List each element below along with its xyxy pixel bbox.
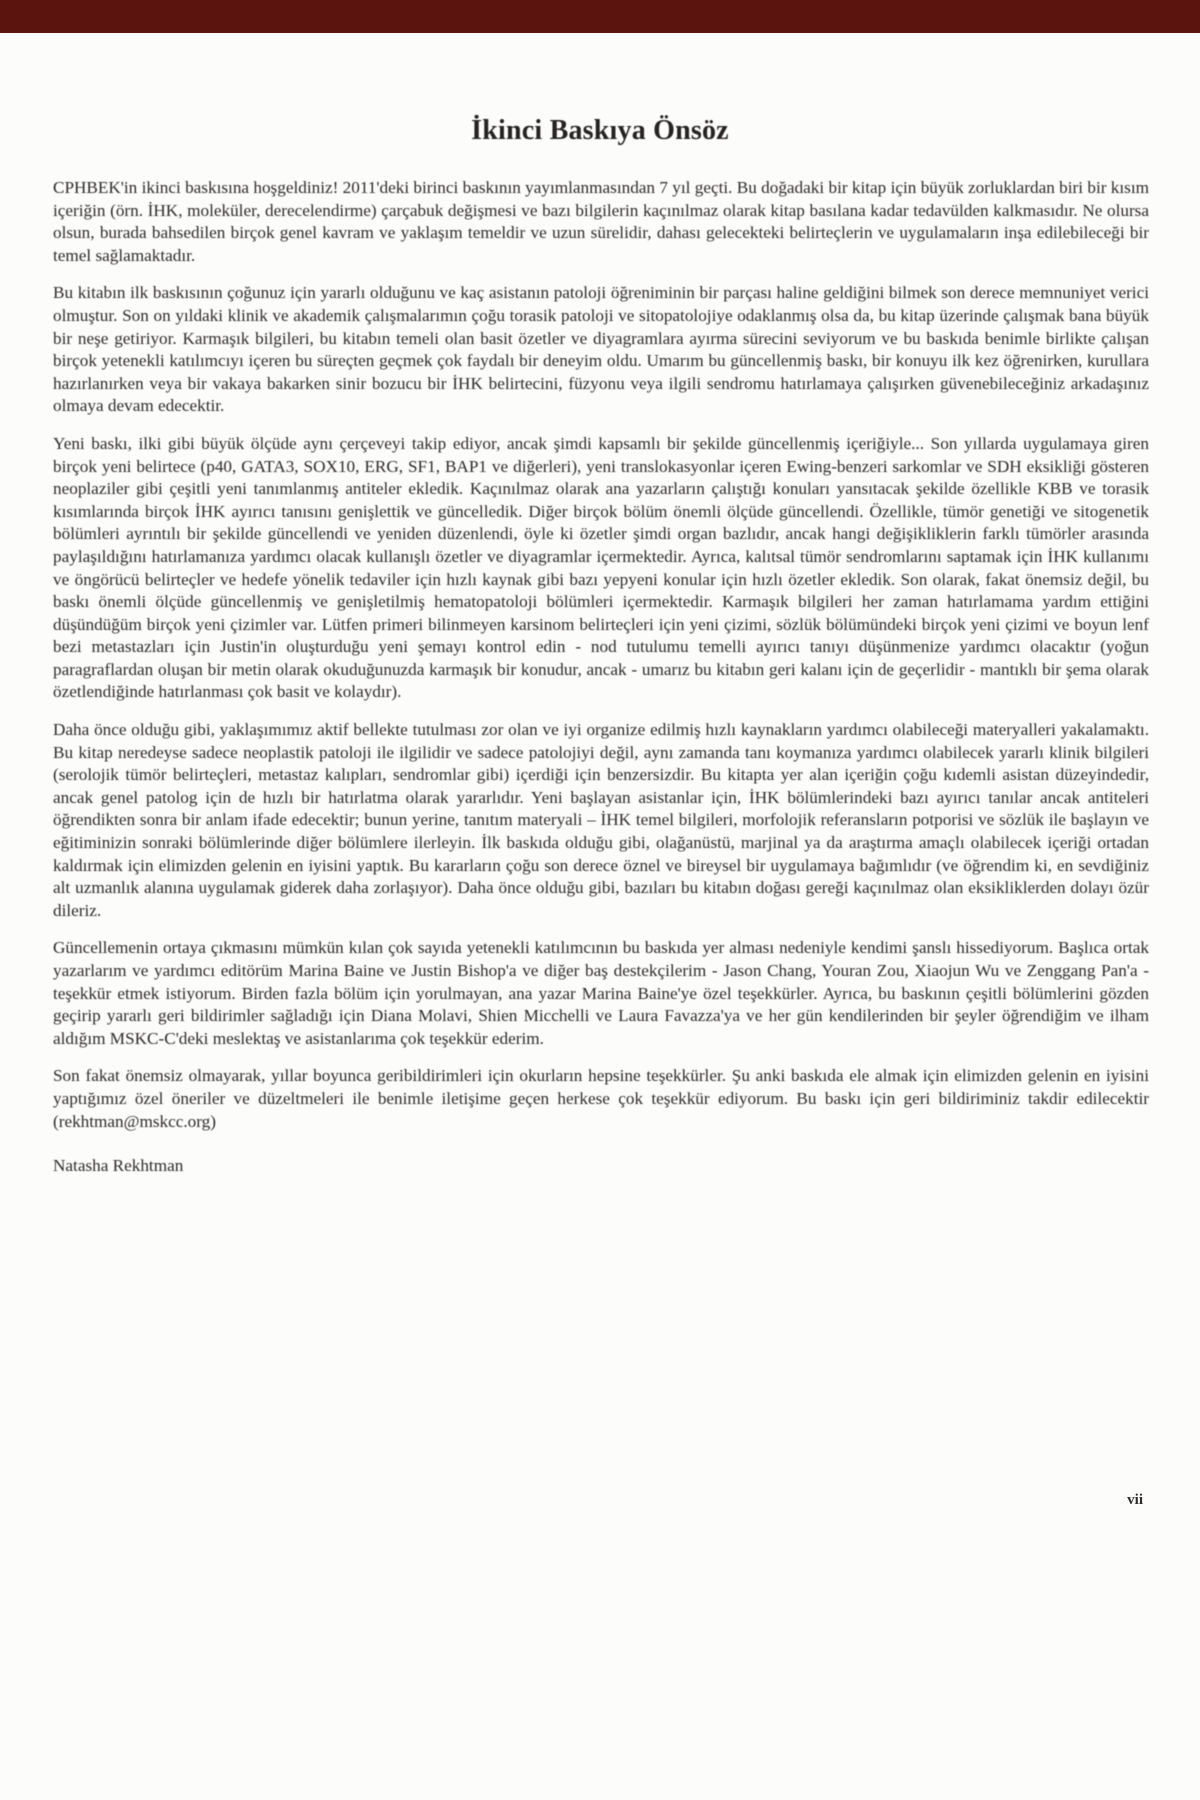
preface-paragraph-1: CPHBEK'in ikinci baskısına hoşgeldiniz! 2011'deki birinci baskının yayımlanmasından 7 yıl geçti. Bu doğadaki bir kitap için büyük zorluklardan biri bir kısım içeriğin (örn. İHK, moleküler, derecelendirme) çarçabuk değişmesi ve bazı bilgilerin kaçınılmaz olarak kitap basılana kadar tedavülden kalkmasıdır. Ne olursa olsun, burada bahsedilen birçok genel kavram ve yaklaşım temeldir ve uzun sürelidir, dahası gelecekteki belirteçlerin ve uygulamaların inşa edilebileceği bir temel sağlamaktadır. — [53, 178, 1149, 265]
preface-paragraph-2: Bu kitabın ilk baskısının çoğunuz için yararlı olduğunu ve kaç asistanın patoloji öğreniminin bir parçası haline geldiğini bilmek son derece memnuniyet verici olmuştur. Son on yıldaki klinik ve akademik çalışmalarımın çoğu torasik patoloji ve sitopatolojiye odaklanmış olsa da, bu kitap üzerinde çalışmak bana büyük bir neşe getiriyor. Karmaşık bilgileri, bu kitabın temeli olan basit özetler ve diyagramlara ayırma sürecini seviyorum ve bu baskıda benimle birlikte çalışan birçok yetenekli katılımcıyı içeren bu süreçten geçmek çok faydalı bir deneyim oldu. Umarım bu güncellenmiş baskı, bir konuyu ilk kez öğrenirken, kurullara hazırlanırken veya bir vakaya bakarken sinir bozucu bir İHK belirtecini, füzyonu veya ilgili sendromu hatırlamaya çalışırken güvenebileceğiniz arkadaşınız olmaya devam edecektir. — [53, 283, 1149, 416]
page-number: vii — [1127, 1492, 1143, 1508]
author-signature: Natasha Rekhtman — [53, 1156, 184, 1176]
preface-paragraph-5: Güncellemenin ortaya çıkmasını mümkün kılan çok sayıda yetenekli katılımcının bu baskıda yer alması nedeniyle kendimi şanslı hissediyorum. Başlıca ortak yazarlarım ve yardımcı editörüm Marina Baine ve Justin Bishop'a ve diğer baş destekçilerim - Jason Chang, Youran Zou, Xiaojun Wu ve Zenggang Pan'a - teşekkür etmek istiyorum. Birden fazla bölüm için yorulmayan, ana yazar Marina Baine'ye özel teşekkürler. Ayrıca, bu baskının çeşitli bölümlerini gözden geçirip yararlı geri bildirimler sağladığı için Diana Molavi, Shien Micchelli ve Laura Favazza'ya ve her gün kendilerinden bir şeyler öğrendiğim ve ilham aldığım MSKC-C'deki meslektaş ve asistanlarıma çok teşekkür ederim. — [53, 938, 1149, 1048]
top-edge-band — [0, 0, 1200, 33]
preface-paragraph-4: Daha önce olduğu gibi, yaklaşımımız aktif bellekte tutulması zor olan ve iyi organize edilmiş hızlı kaynakların yardımcı olabileceği materyalleri yakalamaktı. Bu kitap neredeyse sadece neoplastik patoloji ile ilgilidir ve sadece patolojiyi değil, aynı zamanda tanı koymanıza yardımcı olabilecek yararlı klinik bilgileri (serolojik tümör belirteçleri, metastaz kalıpları, sendromlar gibi) içerdiği için benzersizdir. Bu kitapta yer alan içeriğin çoğu kıdemli asistan düzeyindedir, ancak genel patolog için de hızlı bir hatırlatma olarak yararlıdır. Yeni başlayan asistanlar için, İHK bölümlerindeki bazı ayırıcı tanılar ancak antiteleri öğrendikten sonra bir anlam ifade edecektir; bunun yerine, tanıtım materyali – İHK temel bilgileri, morfolojik referansların potporisi ve sözlük ile başlayın ve eğitiminizin sonraki bölümlerinde diğer bölümlere ilerleyin. İlk baskıda olduğu gibi, olağanüstü, marjinal ya da araştırma amaçlı olabilecek içeriği ortadan kaldırmak için elimizden gelenin en iyisini yaptık. Bu kararların çoğu son derece öznel ve bireysel bir uygulamaya bağımlıdır (ve öğrendim ki, en sevdiğiniz alt uzmanlık alanına uygulamak giderek daha zorlaşıyor). Daha önce olduğu gibi, bazıları bu kitabın doğası gereği kaçınılmaz olan eksikliklerden dolayı özür dileriz. — [53, 720, 1149, 920]
preface-paragraph-3: Yeni baskı, ilki gibi büyük ölçüde aynı çerçeveyi takip ediyor, ancak şimdi kapsamlı bir şekilde güncellenmiş içeriğiyle... Son yıllarda uygulamaya giren birçok yeni belirtece (p40, GATA3, SOX10, ERG, SF1, BAP1 ve diğerleri), yeni translokasyonlar içeren Ewing-benzeri sarkomlar ve SDH eksikliği gösteren neoplaziler gibi çeşitli yeni tanımlanmış antiteler ekledik. Kaçınılmaz olarak ana yazarların çalıştığı konuları yansıtacak şekilde özellikle KBB ve torasik kısımlarında birçok İHK ayırıcı tanısını genişlettik ve güncelledik. Diğer birçok bölüm önemli ölçüde güncellendi. Özellikle, tümör genetiği ve sitogenetik bölümleri ayrıntılı bir şekilde güncellendi ve yeniden düzenlendi, öyle ki özetler şimdi organ bazlıdır, ancak hangi değişikliklerin farklı tümörler arasında paylaşıldığını hatırlamanıza yardımcı olacak kullanışlı özetler ve diyagramlar içermektedir. Ayrıca, kalıtsal tümör sendromlarını saptamak için İHK kullanımı ve öngörücü belirteçler ve hedefe yönelik tedaviler için hızlı kaynak gibi bazı yepyeni konular için hızlı özetler ekledik. Son olarak, fakat önemsiz değil, bu baskı önemli ölçüde güncellenmiş ve genişletilmiş hematopatoloji bölümleri içermektedir. Karmaşık bilgileri her zaman hatırlamama yardım ettiğini düşündüğüm birçok yeni çizimler var. Lütfen primeri bilinmeyen karsinom belirteçleri için yeni çizimi, sözlük bölümündeki birçok yeni çizimi ve boyun lenf bezi metastazları için Justin'in oluşturduğu yeni şemayı kontrol edin - nod tutulumu temelli ayırıcı tanıyı düşünmenize yardımcı olacaktır (yoğun paragraflardan oluşan bir metin olarak okuduğunuzda karmaşık bir konudur, ancak - umarız bu kitabın geri kalanı için de geçerlidir - mantıklı bir şema olarak özetlendiğinde hatırlanması çok basit ve kolaydır). — [53, 433, 1149, 702]
page-title: İkinci Baskıya Önsöz — [471, 115, 729, 146]
scanned-text-area — [0, 33, 1200, 1193]
preface-body — [0, 177, 1200, 1178]
preface-paragraph-6: Son fakat önemsiz olmayarak, yıllar boyunca geribildirimleri için okurların hepsine teşekkürler. Şu anki baskıda ele almak için elimizden gelenin en iyisini yaptığımız özel öneriler ve düzeltmeleri ile benimle iletişime geçen herkese çok teşekkür ediyorum. Bu baskı için geri bildiriminiz takdir edilecektir (rekhtman@mskcc.org) — [53, 1066, 1149, 1131]
